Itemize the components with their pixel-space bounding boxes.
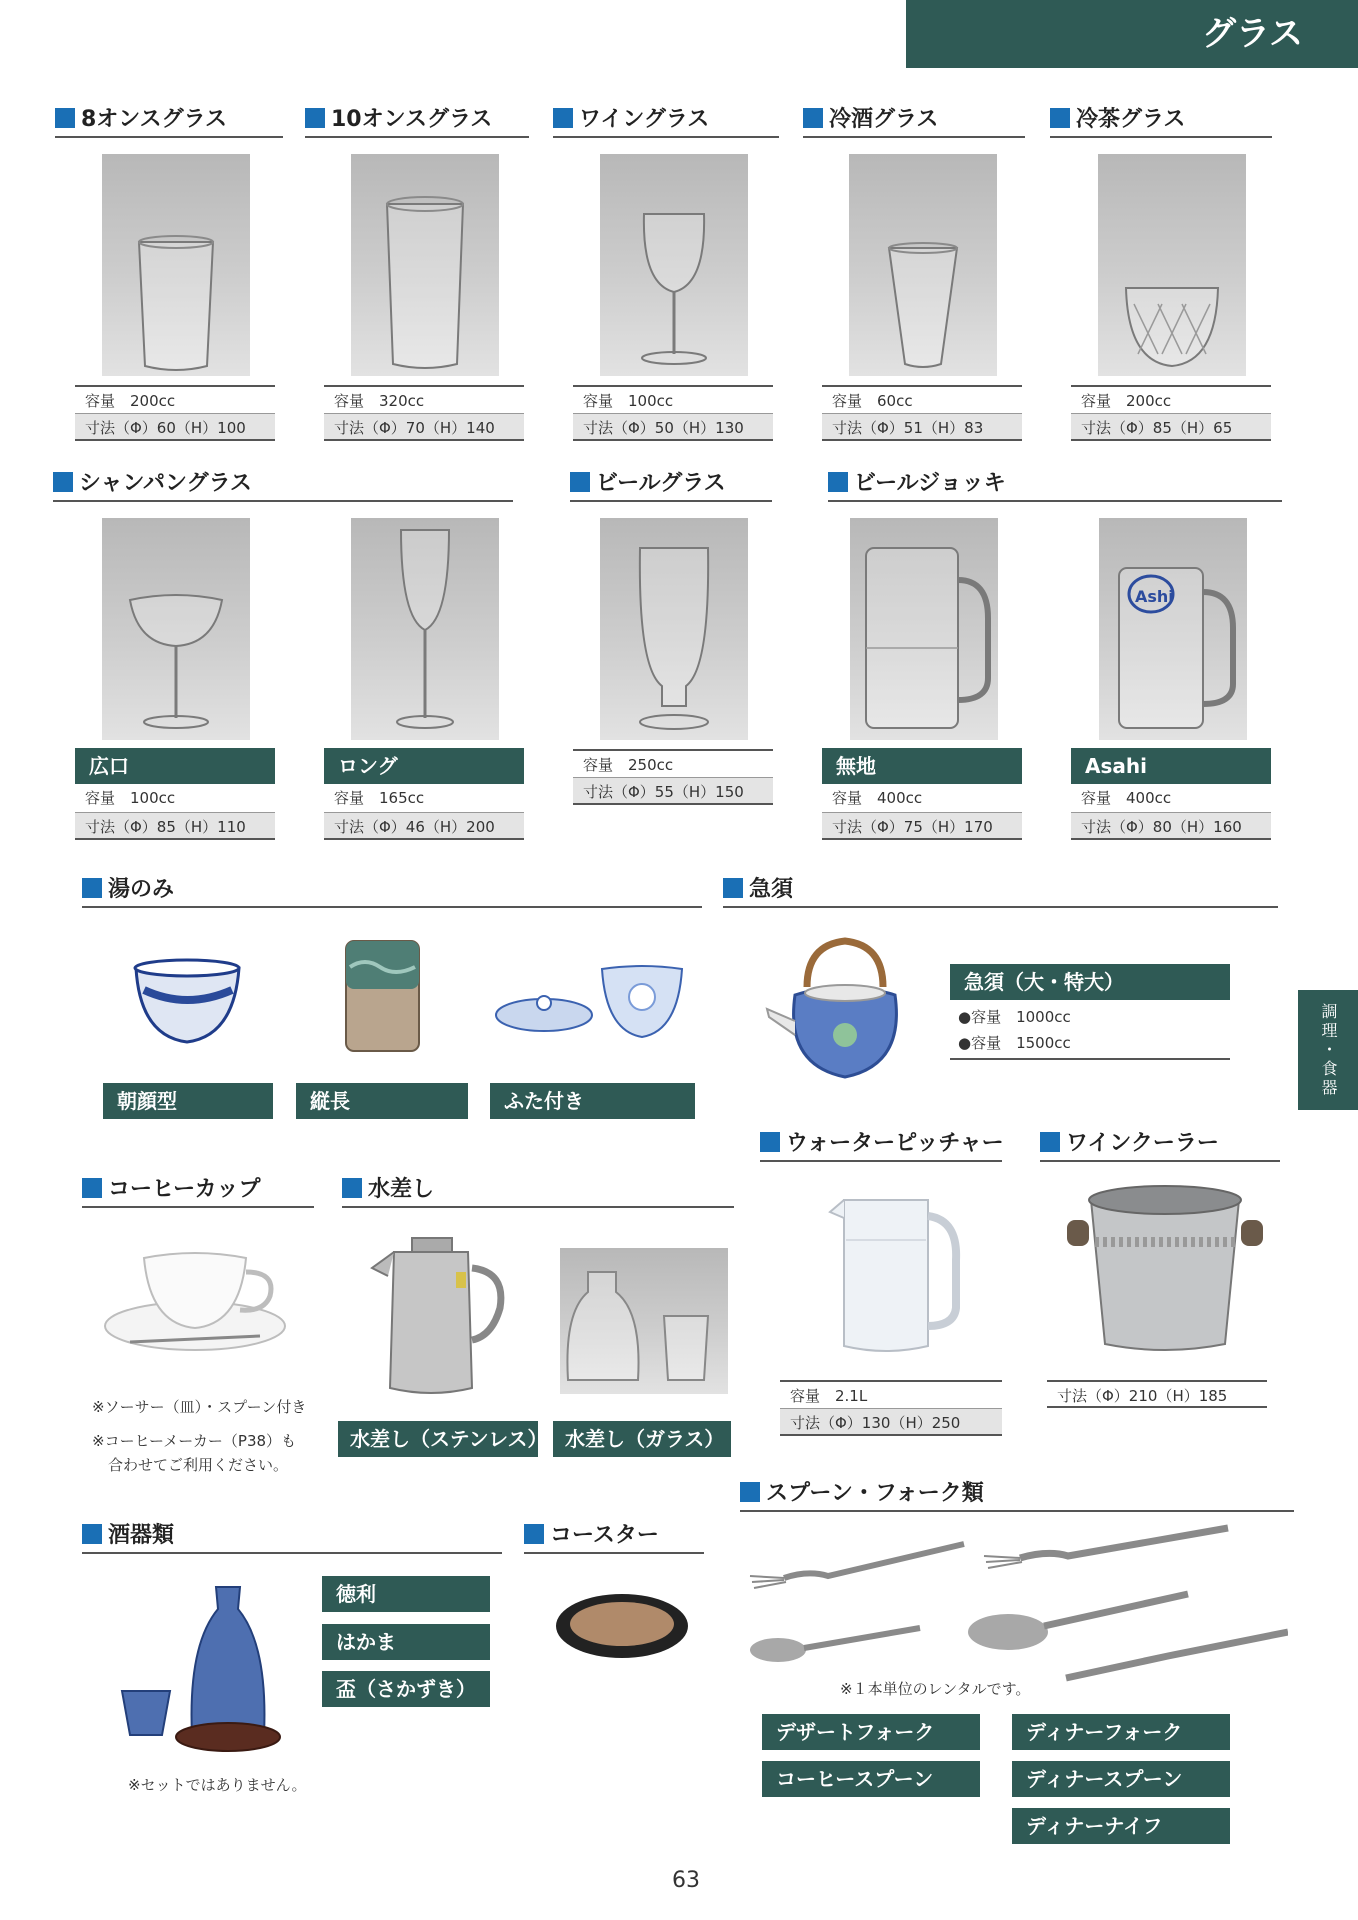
photo-mizusashi-glass (560, 1248, 728, 1394)
photo-champagne-wide (102, 518, 250, 740)
spec-10oz: 容量 320cc 寸法（Φ）70（H）140 (324, 385, 524, 441)
photo-coffee-cup (100, 1238, 290, 1358)
kyusu-spec-1000: ●容量 1000cc (958, 1008, 1071, 1026)
cutlery-label-dinner-spoon: ディナースプーン (1012, 1761, 1230, 1797)
champagne-wide-label: 広口 (75, 748, 275, 784)
spec-wine-cooler: 寸法（Φ）210（H）185 (1047, 1380, 1267, 1408)
section-title-reicha-glass: 冷茶グラス (1050, 104, 1272, 138)
shuki-label-sakazuki: 盃（さかずき） (322, 1671, 490, 1707)
champagne-long-block: ロング 容量 165cc 寸法（Φ）46（H）200 (324, 748, 524, 840)
yunomi-label-asagao: 朝顔型 (103, 1083, 273, 1119)
section-title-beer-mug: ビールジョッキ (828, 468, 1282, 502)
coffee-note-saucer: ※ソーサー（皿）・スプーン付き (92, 1398, 307, 1416)
photo-beer-glass (600, 518, 748, 740)
shuki-label-tokkuri: 徳利 (322, 1576, 490, 1612)
photo-wine-cooler (1065, 1180, 1265, 1360)
section-title-8oz: 8オンスグラス (55, 104, 283, 138)
photo-wine-glass (600, 154, 748, 376)
photo-water-pitcher (828, 1180, 963, 1360)
beer-mug-plain-label: 無地 (822, 748, 1022, 784)
kyusu-label: 急須（大・特大） (950, 964, 1230, 1000)
photo-kyusu (765, 925, 925, 1090)
cutlery-label-dinner-knife: ディナーナイフ (1012, 1808, 1230, 1844)
spec-water-pitcher: 容量 2.1L 寸法（Φ）130（H）250 (780, 1380, 1002, 1436)
photo-champagne-long (351, 518, 499, 740)
spec-reishu-glass: 容量 60cc 寸法（Φ）51（H）83 (822, 385, 1022, 441)
svg-text:Ashi: Ashi (1135, 587, 1174, 606)
side-category-tab: 調理・食器 (1298, 990, 1358, 1110)
mizusashi-label-stainless: 水差し（ステンレス） (338, 1421, 538, 1457)
kyusu-spec-1500: ●容量 1500cc (958, 1034, 1071, 1052)
photo-10oz-glass (351, 154, 499, 376)
section-title-kyusu: 急須 (723, 874, 1278, 908)
beer-mug-plain-block: 無地 容量 400cc 寸法（Φ）75（H）170 (822, 748, 1022, 840)
photo-yunomi-tatenaga (340, 935, 425, 1057)
shuki-note: ※セットではありません。 (128, 1776, 307, 1794)
cutlery-note: ※１本単位のレンタルです。 (840, 1680, 1031, 1698)
photo-yunomi-futatsuki (492, 955, 687, 1050)
mizusashi-label-glass: 水差し（ガラス） (553, 1421, 731, 1457)
cutlery-label-coffee-spoon: コーヒースプーン (762, 1761, 980, 1797)
photo-coaster (552, 1590, 692, 1662)
cutlery-label-dessert-fork: デザートフォーク (762, 1714, 980, 1750)
photo-beer-mug-asahi (1099, 518, 1247, 740)
champagne-wide-block: 広口 容量 100cc 寸法（Φ）85（H）110 (75, 748, 275, 840)
yunomi-label-futatsuki: ふた付き (490, 1083, 695, 1119)
coffee-note-maker-2: 合わせてご利用ください。 (108, 1456, 289, 1474)
cutlery-label-dinner-fork: ディナーフォーク (1012, 1714, 1230, 1750)
page-category-tab: グラス (906, 0, 1358, 68)
section-title-champagne: シャンパングラス (53, 468, 513, 502)
section-title-water-pitcher: ウォーターピッチャー (760, 1128, 1002, 1162)
kyusu-spec-rule (950, 1058, 1230, 1060)
section-title-coaster: コースター (524, 1520, 704, 1554)
photo-yunomi-asagao (130, 950, 245, 1055)
photo-reicha-glass (1098, 154, 1246, 376)
beer-mug-asahi-block: Asahi 容量 400cc 寸法（Φ）80（H）160 (1071, 748, 1271, 840)
champagne-long-label: ロング (324, 748, 524, 784)
section-title-10oz: 10オンスグラス (305, 104, 529, 138)
page-number: 63 (672, 1868, 700, 1893)
section-title-cutlery: スプーン・フォーク類 (740, 1478, 1294, 1512)
beer-mug-asahi-label: Asahi (1071, 748, 1271, 784)
section-title-mizusashi: 水差し (342, 1174, 734, 1208)
photo-cutlery (748, 1520, 1288, 1690)
section-title-wine-glass: ワイングラス (553, 104, 779, 138)
photo-beer-mug-plain (850, 518, 998, 740)
spec-reicha-glass: 容量 200cc 寸法（Φ）85（H）65 (1071, 385, 1271, 441)
spec-wine-glass: 容量 100cc 寸法（Φ）50（H）130 (573, 385, 773, 441)
section-title-shuki: 酒器類 (82, 1520, 502, 1554)
section-title-wine-cooler: ワインクーラー (1040, 1128, 1280, 1162)
shuki-label-hakama: はかま (322, 1624, 490, 1660)
section-title-yunomi: 湯のみ (82, 874, 702, 908)
coffee-note-maker: ※コーヒーメーカー（P38）も (92, 1432, 297, 1450)
photo-reishu-glass (849, 154, 997, 376)
photo-shuki (118, 1575, 293, 1755)
photo-8oz-glass (102, 154, 250, 376)
section-title-beer-glass: ビールグラス (570, 468, 772, 502)
section-title-reishu-glass: 冷酒グラス (803, 104, 1025, 138)
yunomi-label-tatenaga: 縦長 (296, 1083, 468, 1119)
spec-beer-glass: 容量 250cc 寸法（Φ）55（H）150 (573, 749, 773, 805)
section-title-coffee-cup: コーヒーカップ (82, 1174, 314, 1208)
photo-mizusashi-stainless (368, 1228, 513, 1403)
spec-8oz: 容量 200cc 寸法（Φ）60（H）100 (75, 385, 275, 441)
